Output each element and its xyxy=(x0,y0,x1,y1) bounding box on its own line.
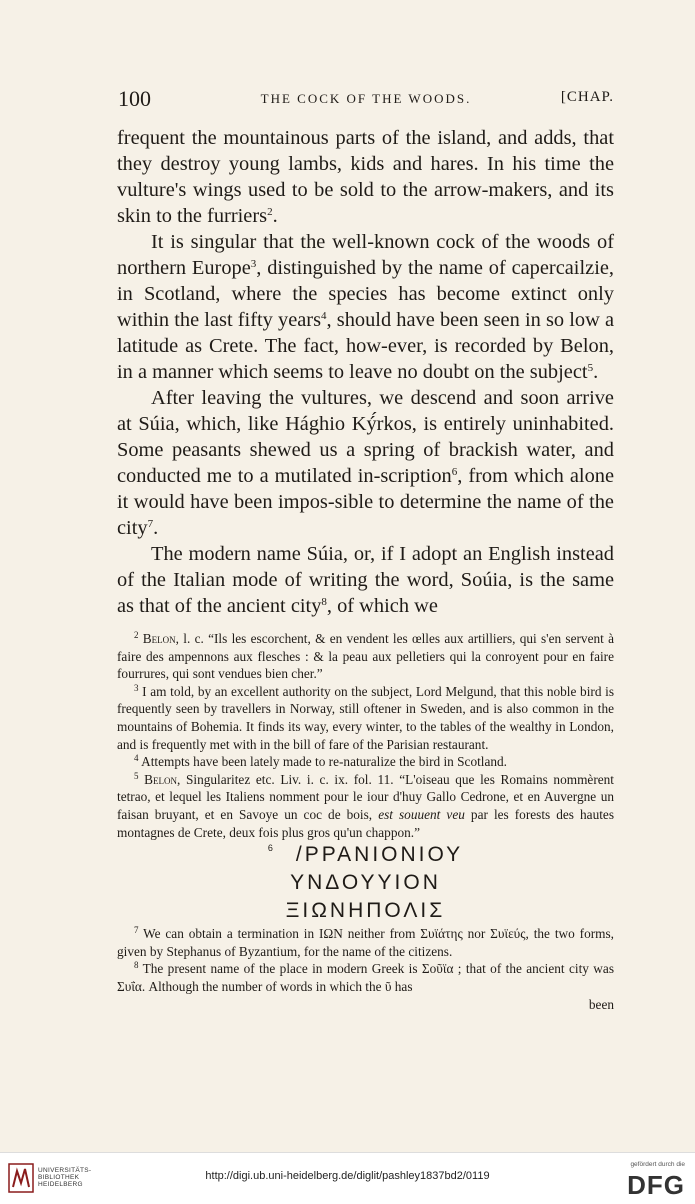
page-url[interactable]: http://digi.ub.uni-heidelberg.de/diglit/pashley1837bd2/0119 xyxy=(205,1170,490,1182)
dfg-logo[interactable]: DFG xyxy=(627,1170,685,1200)
footnote-5: $^5$ Belon, Singularitez etc. Liv. i. c. ix. fol. 11. “L'oiseau que les Romains nommèrent tetrao, et lequel les Italiens nomment pour le iour d'huy Gallo Cedrone, et en Auvergne un faisan bruyant, et en Savoye un coc de bois, est souuent veu par les forests des hautes montagnes de Crete, deux fois plus gros qu'un chappon.” xyxy=(117,770,614,840)
inscription-line-2: ΥΝΔΟΥΥΙΟΝ xyxy=(290,871,441,895)
footnote-3: $^3$ I am told, by an excellent authority on the subject, Lord Melgund, that this noble bird is frequently seen by travellers in Norway, still oftener in Sweden, and is also common in the mountains of Bohemia. It finds its way, every winter, to the tables of the wealthy in London, and is frequently met with in the bill of fare of the Parisian restaurant. xyxy=(117,682,615,752)
body-text xyxy=(117,125,614,619)
footnote-ref-8[interactable]: 8 xyxy=(321,596,327,608)
footnote-ref-2[interactable]: 2 xyxy=(267,206,273,218)
running-title: THE COCK OF THE WOODS. xyxy=(260,91,472,106)
library-name: UNIVERSITÄTS- BIBLIOTHEK HEIDELBERG xyxy=(38,1167,92,1188)
footnote-8: $^8$ The present name of the place in modern Greek is Σοῦϊα ; that of the ancient city was Συΐα. Although the number of words in which the ῦ has xyxy=(117,960,614,994)
paragraph-2: It is singular that the well-known cock of the woods of northern Europe$^3$, distinguished by the name of capercailzie, in Scotland, where the species has become extinct only within the last fifty years$^4$, should have been seen in so low a latitude as Crete. The fact, how-ever, is recorded by Belon, in a manner which seems to leave no doubt on the subject$^5$. xyxy=(117,231,615,383)
page-number: 100 xyxy=(118,86,151,111)
footnote-ref-6[interactable]: 6 xyxy=(451,466,458,478)
footnote-ref-4[interactable]: 4 xyxy=(321,310,327,322)
running-header xyxy=(118,86,614,110)
paragraph-1: frequent the mountainous parts of the island, and adds, that they destroy young lambs, kids and hares. In his time the vulture's wings used to be sold to the arrow-makers, and its skin to the furriers$^2$. xyxy=(117,127,614,227)
footnote-ref-3[interactable]: 3 xyxy=(250,258,257,270)
chapter-mark: [CHAP. xyxy=(560,89,614,105)
footnote-2: $^2$ Belon, l. c. “Ils les escorchent, & en vendent les œlles aux artilliers, qui s'en servent à faire des ampennons aux flesches : & la peau aux pelletiers qui la conroyent pour en faire fourrures, qui sont vendues bien cher.” xyxy=(117,630,615,682)
footnote-6-inscription xyxy=(117,841,614,925)
inscription-line-3: ΞΙΩΝΗΠΟΛΙΣ xyxy=(285,899,446,923)
footnote-7: $^7$ We can obtain a termination in ΙΩΝ neither from Συϊάτης nor Συϊεύς, the two forms, given by Stephanus of Byzantium, for the name of the citizens. xyxy=(117,925,614,959)
funded-by-label: gefördert durch die xyxy=(630,1161,685,1168)
paragraph-3: After leaving the vultures, we descend and soon arrive at Súia, which, like Hághio Ký́rkos, is entirely uninhabited. Some peasants shewed us a spring of brackish water, and conducted me to a mutilated in-scription$^6$, from which alone it would have been impos-sible to determine the name of the city$^7$. xyxy=(117,387,615,539)
footnote-ref-5[interactable]: 5 xyxy=(587,362,594,374)
paragraph-4: The modern name Súia, or, if I adopt an English instead of the Italian mode of writing the word, Soúia, is the same as that of the ancient city$^8$, of which we xyxy=(117,543,614,617)
footnote-ref-7[interactable]: 7 xyxy=(147,518,154,530)
catchword: been xyxy=(588,996,614,1012)
footnote-4: $^4$ Attempts have been lately made to re-naturalize the bird in Scotland. xyxy=(134,753,507,770)
footnotes xyxy=(117,630,614,1013)
viewer-footer xyxy=(0,1152,695,1204)
inscription-line-1: $^6$ /ΡΡΑΝΙΟΝΙΟΥ xyxy=(267,843,464,867)
